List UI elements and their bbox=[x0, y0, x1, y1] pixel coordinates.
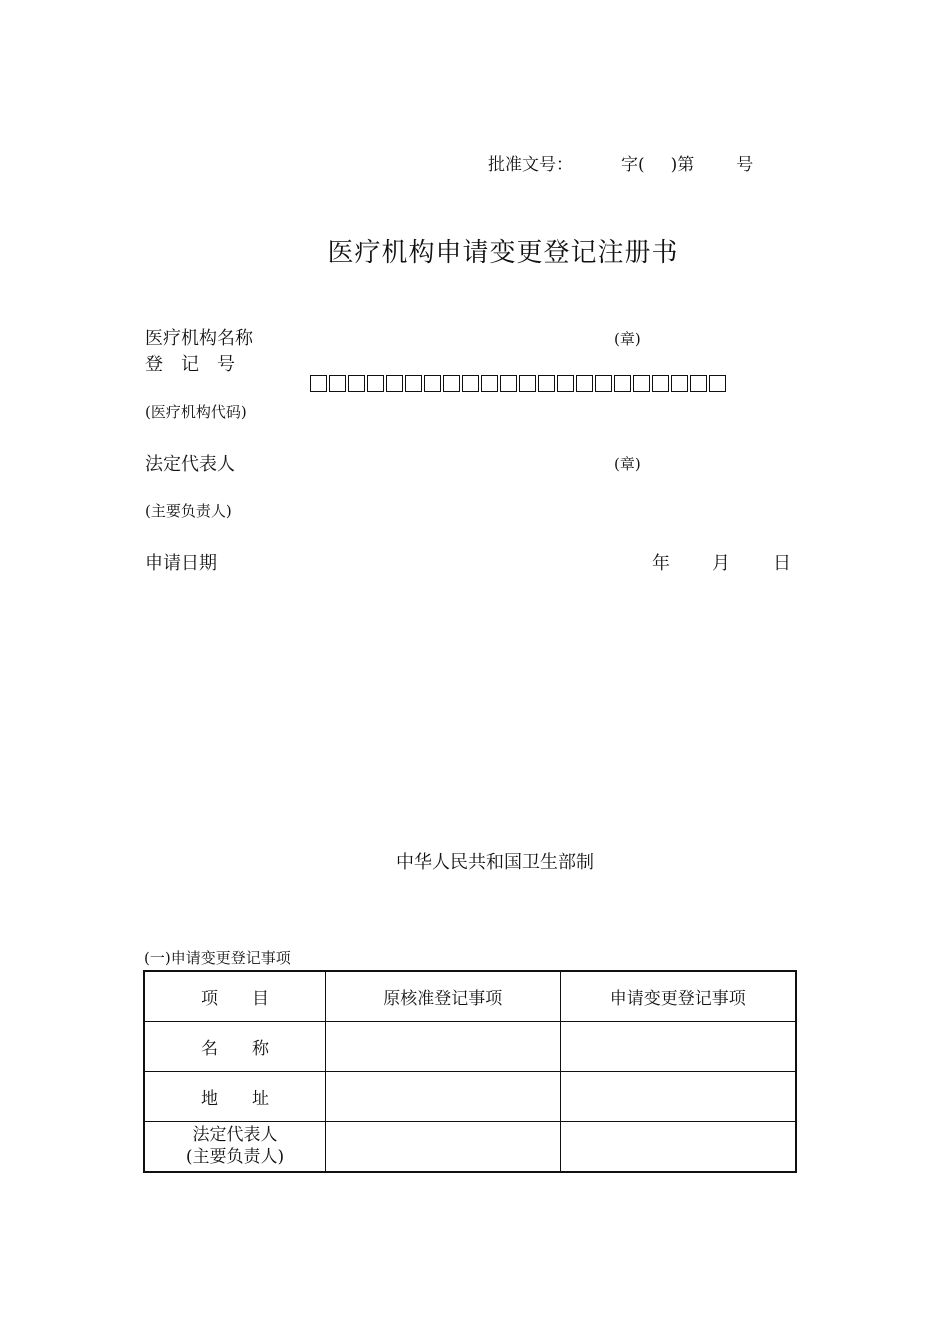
code-digit-box[interactable] bbox=[367, 375, 384, 392]
section-title: (一)申请变更登记事项 bbox=[144, 949, 291, 967]
code-digit-box[interactable] bbox=[709, 375, 726, 392]
header-item: 项 目 bbox=[144, 971, 326, 1021]
header-changed: 申请变更登记事项 bbox=[560, 971, 796, 1021]
seal-mark-2: (章) bbox=[614, 455, 641, 473]
changed-address-cell[interactable] bbox=[560, 1071, 796, 1121]
code-digit-box[interactable] bbox=[348, 375, 365, 392]
code-digit-box[interactable] bbox=[310, 375, 327, 392]
code-digit-box[interactable] bbox=[614, 375, 631, 392]
institution-code-label: (医疗机构代码) bbox=[145, 403, 247, 421]
code-digit-box[interactable] bbox=[405, 375, 422, 392]
changed-name-cell[interactable] bbox=[560, 1021, 796, 1071]
code-digit-box[interactable] bbox=[386, 375, 403, 392]
issuer-footer: 中华人民共和国卫生部制 bbox=[396, 852, 594, 873]
date-day: 日 bbox=[773, 553, 791, 574]
code-digit-box[interactable] bbox=[576, 375, 593, 392]
code-digit-box[interactable] bbox=[481, 375, 498, 392]
approval-di: )第 bbox=[670, 155, 695, 175]
seal-mark-1: (章) bbox=[614, 330, 641, 348]
code-digit-box[interactable] bbox=[443, 375, 460, 392]
code-digit-box[interactable] bbox=[500, 375, 517, 392]
code-digit-box[interactable] bbox=[424, 375, 441, 392]
header-original: 原核准登记事项 bbox=[326, 971, 560, 1021]
row-item-legal-rep-line1: 法定代表人 bbox=[192, 1125, 278, 1146]
code-digit-box[interactable] bbox=[652, 375, 669, 392]
changed-legal-rep-cell[interactable] bbox=[560, 1121, 796, 1172]
registration-number-label: 登 记 号 bbox=[145, 354, 235, 375]
code-digit-box[interactable] bbox=[595, 375, 612, 392]
code-digit-box[interactable] bbox=[557, 375, 574, 392]
code-digit-box[interactable] bbox=[329, 375, 346, 392]
table-row bbox=[144, 1121, 796, 1172]
document-title: 医疗机构申请变更登记注册书 bbox=[327, 238, 679, 268]
approval-number bbox=[488, 150, 753, 175]
row-item-legal-rep bbox=[144, 1121, 326, 1172]
institution-code-boxes[interactable] bbox=[310, 375, 726, 392]
institution-name-label: 医疗机构名称 bbox=[145, 328, 253, 349]
code-digit-box[interactable] bbox=[671, 375, 688, 392]
code-digit-box[interactable] bbox=[462, 375, 479, 392]
table-row bbox=[144, 1021, 796, 1071]
code-digit-box[interactable] bbox=[633, 375, 650, 392]
row-item-name: 名 称 bbox=[144, 1021, 326, 1071]
table-header-row bbox=[144, 971, 796, 1021]
change-items-table bbox=[143, 970, 797, 1173]
apply-date-label: 申请日期 bbox=[145, 553, 217, 574]
original-name-cell[interactable] bbox=[326, 1021, 560, 1071]
table-row bbox=[144, 1071, 796, 1121]
row-item-address: 地 址 bbox=[144, 1071, 326, 1121]
approval-zi: 字( bbox=[621, 155, 645, 175]
approval-hao: 号 bbox=[736, 155, 754, 175]
original-legal-rep-cell[interactable] bbox=[326, 1121, 560, 1172]
date-year: 年 bbox=[652, 553, 670, 574]
date-month: 月 bbox=[712, 553, 730, 574]
row-item-legal-rep-line2: (主要负责人) bbox=[185, 1147, 285, 1168]
code-digit-box[interactable] bbox=[690, 375, 707, 392]
code-digit-box[interactable] bbox=[519, 375, 536, 392]
code-digit-box[interactable] bbox=[538, 375, 555, 392]
legal-representative-label: 法定代表人 bbox=[145, 454, 235, 475]
principal-label: (主要负责人) bbox=[145, 502, 232, 520]
original-address-cell[interactable] bbox=[326, 1071, 560, 1121]
approval-label: 批准文号： bbox=[488, 155, 573, 175]
